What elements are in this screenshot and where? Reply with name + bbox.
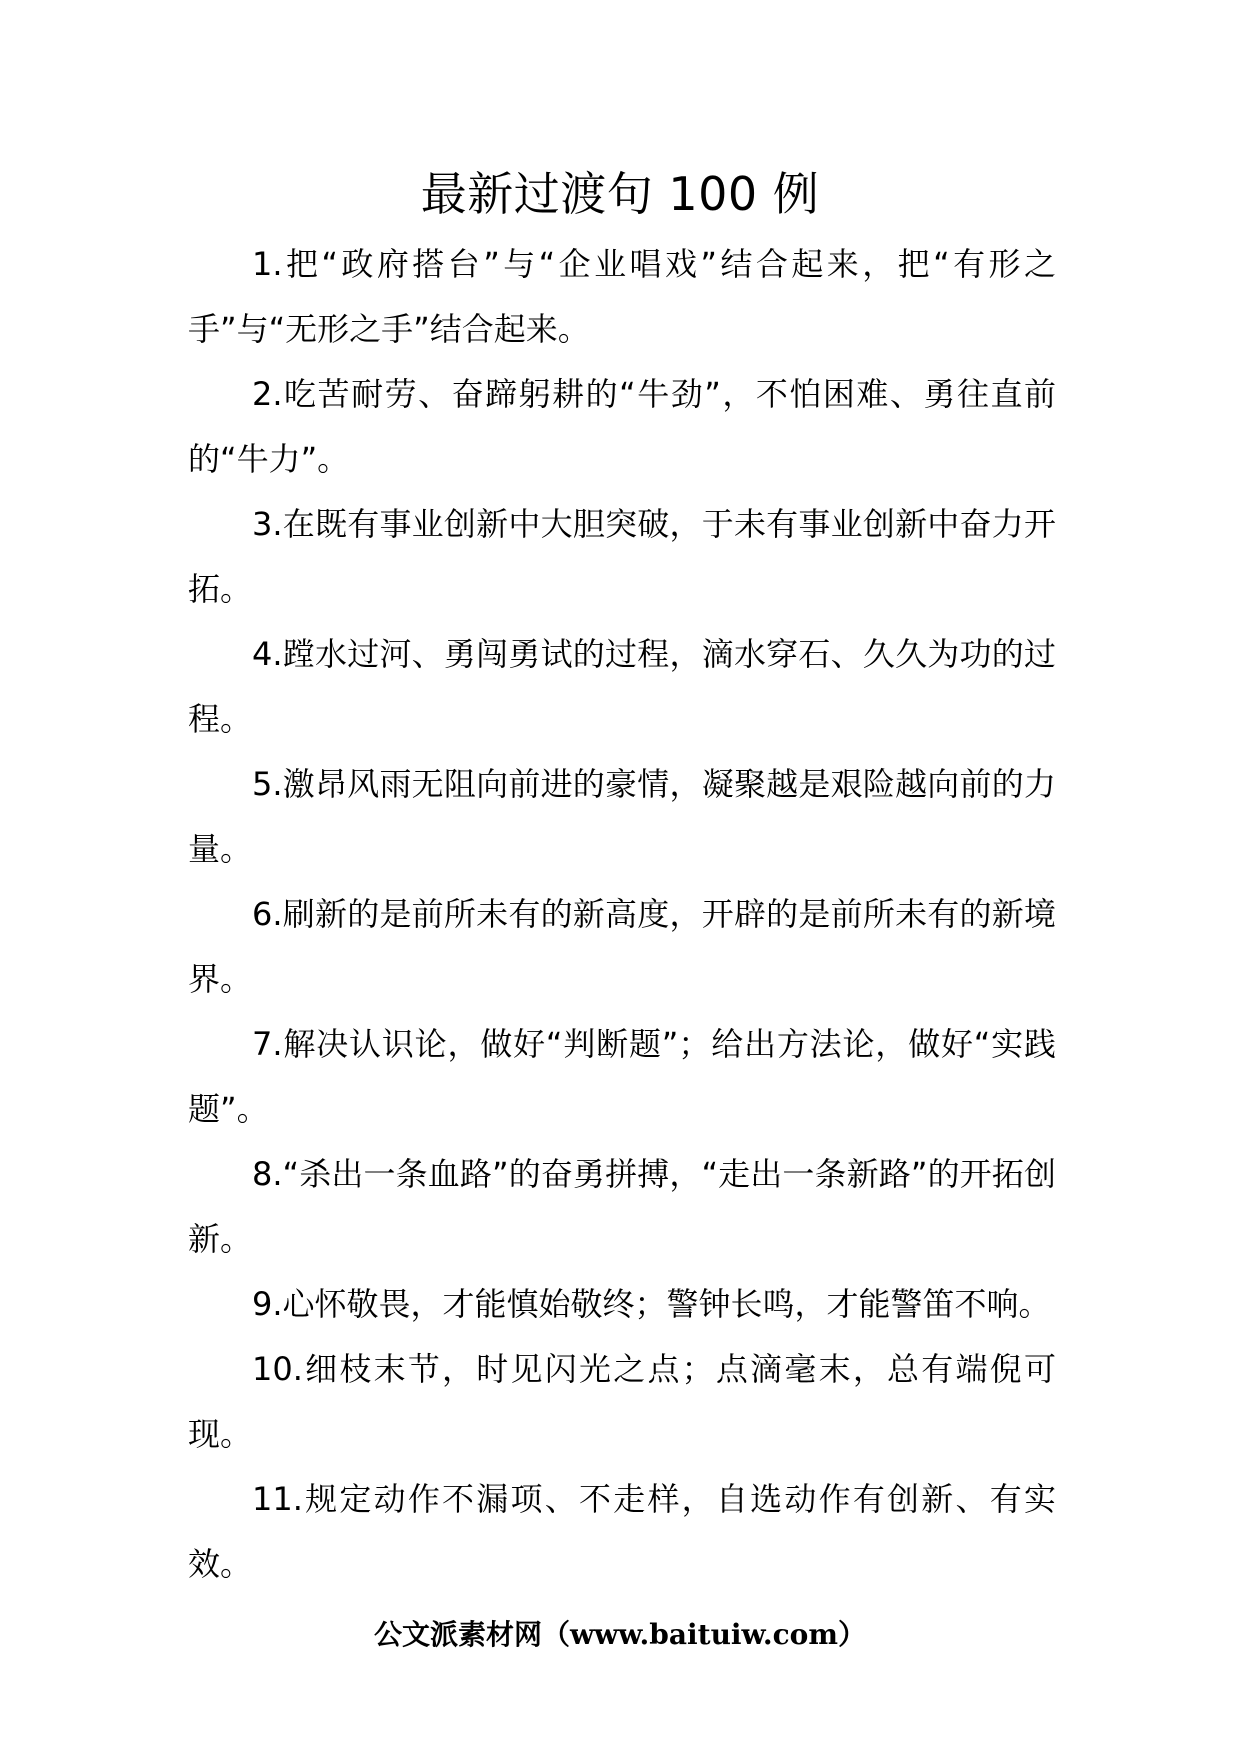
paragraph-10: 10.细枝末节，时见闪光之点；点滴毫末，总有端倪可现。 <box>188 1350 1056 1453</box>
document-body <box>188 232 1056 1597</box>
paragraph-7: 7.解决认识论，做好“判断题”；给出方法论，做好“实践题”。 <box>188 1025 1056 1128</box>
document-title: 最新过渡句 100 例 <box>420 167 820 221</box>
paragraph-5: 5.激昂风雨无阻向前进的豪情，凝聚越是艰险越向前的力量。 <box>188 765 1056 868</box>
paragraph-6: 6.刷新的是前所未有的新高度，开辟的是前所未有的新境界。 <box>188 895 1056 998</box>
paragraph-2: 2.吃苦耐劳、奋蹄躬耕的“牛劲”，不怕困难、勇往直前的“牛力”。 <box>188 375 1056 478</box>
paragraph-1: 1.把“政府搭台”与“企业唱戏”结合起来，把“有形之手”与“无形之手”结合起来。 <box>188 245 1056 348</box>
paragraph-8: 8.“杀出一条血路”的奋勇拼搏，“走出一条新路”的开拓创新。 <box>188 1155 1056 1258</box>
page-footer: 公文派素材网（www.baituiw.com） <box>374 1618 866 1651</box>
paragraph-9: 9.心怀敬畏，才能慎始敬终；警钟长鸣，才能警笛不响。 <box>252 1285 1051 1323</box>
paragraph-11: 11.规定动作不漏项、不走样，自选动作有创新、有实效。 <box>188 1480 1056 1583</box>
paragraph-3: 3.在既有事业创新中大胆突破，于未有事业创新中奋力开拓。 <box>188 505 1056 608</box>
paragraph-4: 4.蹚水过河、勇闯勇试的过程，滴水穿石、久久为功的过程。 <box>188 635 1056 738</box>
